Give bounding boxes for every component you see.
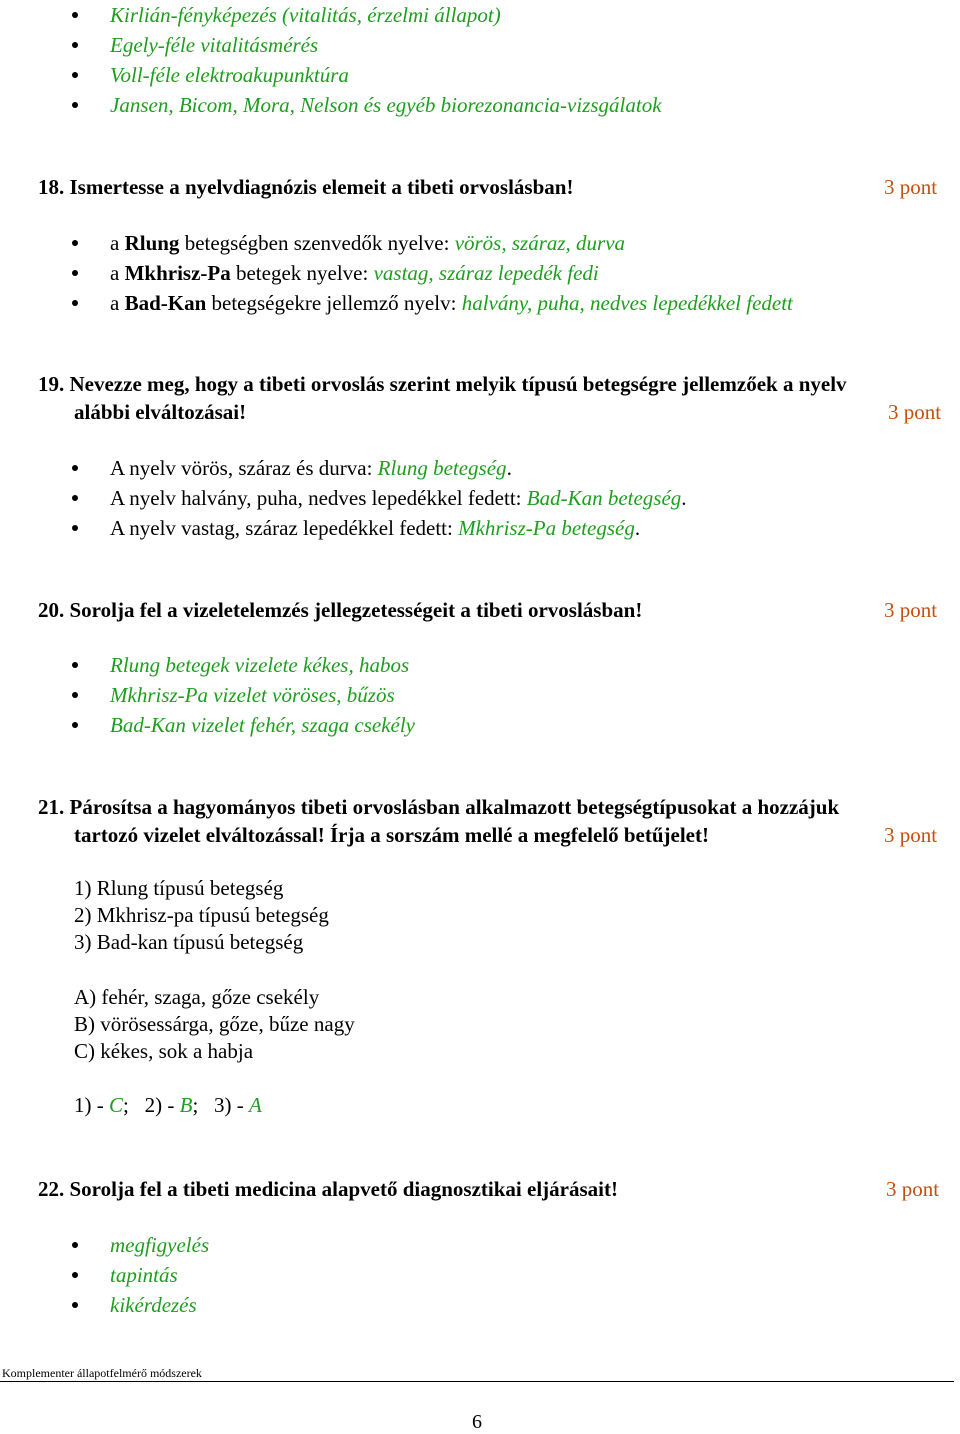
list-item: B) vörösessárga, gőze, bűze nagy (74, 1012, 355, 1036)
numbered-list (74, 875, 329, 956)
question-19 (38, 369, 847, 399)
answer-text: vörös, száraz, durva (454, 231, 626, 255)
answer-text: Bad-Kan vizelet fehér, szaga csekély (110, 713, 415, 737)
bullet-icon (72, 240, 78, 246)
question-text: Ismertesse a nyelvdiagnózis elemeit a tibeti orvoslásban! (69, 175, 574, 199)
footer-text: Komplementer állapotfelmérő módszerek (2, 1366, 202, 1380)
points-label: 3 pont (884, 175, 938, 199)
list-item (0, 0, 960, 30)
question-19-line2: alábbi elváltozásai! (74, 400, 247, 424)
answer-text: Rlung betegek vizelete kékes, habos (110, 653, 410, 677)
question-number: 21. (38, 795, 65, 819)
question-21-line2: tartozó vizelet elváltozással! Írja a sorszám mellé a megfelelő betűjelet! (74, 823, 709, 847)
question-21 (38, 792, 839, 822)
list-item (0, 680, 960, 710)
list-item: a Rlung betegségben szenvedők nyelve: vörös, száraz, durva (0, 228, 960, 258)
answer-text: tapintás (110, 1263, 178, 1287)
list-item-text: Kirlián-fényképezés (vitalitás, érzelmi állapot) (110, 3, 501, 27)
list-item: A nyelv halvány, puha, nedves lepedékkel fedett: Bad-Kan betegség. (0, 483, 960, 513)
list-item: A nyelv vörös, száraz és durva: Rlung betegség. (0, 453, 960, 483)
list-item (0, 1290, 960, 1320)
question-20 (38, 595, 642, 625)
page-number: 6 (472, 1411, 482, 1433)
q22-answer-list (0, 1230, 960, 1320)
bullet-icon (72, 1302, 78, 1308)
list-item: C) kékes, sok a habja (74, 1039, 254, 1063)
question-number: 19. (38, 372, 65, 396)
lettered-list (74, 984, 355, 1065)
list-item: A nyelv vastag, száraz lepedékkel fedett: Mkhrisz-Pa betegség. (0, 513, 960, 543)
answer-text: Mkhrisz-Pa betegség (458, 516, 635, 540)
bullet-icon (72, 495, 78, 501)
top-bullet-list (0, 0, 960, 120)
matching-answer: 1) - C; 2) - B; 3) - A (74, 1093, 262, 1117)
bullet-icon (72, 270, 78, 276)
question-number: 20. (38, 598, 65, 622)
footer-divider (0, 1381, 954, 1382)
q18-answer-list (0, 228, 960, 318)
points-label: 3 pont (888, 400, 942, 424)
question-text: Sorolja fel a tibeti medicina alapvető diagnosztikai eljárásait! (69, 1177, 618, 1201)
list-item: 2) Mkhrisz-pa típusú betegség (74, 903, 329, 927)
answer-text: B (179, 1093, 193, 1117)
bullet-icon (72, 12, 78, 18)
term: Rlung (124, 231, 180, 255)
points-label: 3 pont (884, 598, 938, 622)
bullet-icon (72, 1242, 78, 1248)
question-18 (38, 172, 573, 202)
question-22 (38, 1174, 618, 1204)
list-item: A) fehér, szaga, gőze csekély (74, 985, 320, 1009)
bullet-icon (72, 102, 78, 108)
bullet-icon (72, 662, 78, 668)
bullet-icon (72, 465, 78, 471)
answer-text: Bad-Kan betegség (526, 486, 682, 510)
list-item: a Mkhrisz-Pa betegek nyelve: vastag, száraz lepedék fedi (0, 258, 960, 288)
answer-text: A (249, 1093, 262, 1117)
list-item (0, 650, 960, 680)
bullet-icon (72, 692, 78, 698)
term: Mkhrisz-Pa (124, 261, 231, 285)
list-item: 1) Rlung típusú betegség (74, 876, 284, 900)
answer-text: C (109, 1093, 124, 1117)
bullet-icon (72, 42, 78, 48)
bullet-icon (72, 300, 78, 306)
list-item (0, 90, 960, 120)
answer-text: kikérdezés (110, 1293, 197, 1317)
question-text: Nevezze meg, hogy a tibeti orvoslás szerint melyik típusú betegségre jellemzőek a nyelv (69, 372, 847, 396)
points-label: 3 pont (884, 823, 938, 847)
q20-answer-list (0, 650, 960, 740)
list-item (0, 60, 960, 90)
list-item: 3) Bad-kan típusú betegség (74, 930, 304, 954)
answer-text: Mkhrisz-Pa vizelet vöröses, bűzös (110, 683, 395, 707)
list-item (0, 1230, 960, 1260)
bullet-icon (72, 1272, 78, 1278)
bullet-icon (72, 722, 78, 728)
list-item: a Bad-Kan betegségekre jellemző nyelv: halvány, puha, nedves lepedékkel fedett (0, 288, 960, 318)
q19-answer-list (0, 453, 960, 543)
question-number: 22. (38, 1177, 65, 1201)
question-text: Sorolja fel a vizeletelemzés jellegzetességeit a tibeti orvoslásban! (69, 598, 643, 622)
answer-text: vastag, száraz lepedék fedi (373, 261, 599, 285)
term: Bad-Kan (124, 291, 207, 315)
bullet-icon (72, 525, 78, 531)
list-item-text: Egely-féle vitalitásmérés (110, 33, 319, 57)
list-item (0, 30, 960, 60)
bullet-icon (72, 72, 78, 78)
answer-text: halvány, puha, nedves lepedékkel fedett (461, 291, 793, 315)
list-item-text: Voll-féle elektroakupunktúra (110, 63, 349, 87)
answer-text: Rlung betegség (377, 456, 507, 480)
answer-text: megfigyelés (110, 1233, 210, 1257)
question-number: 18. (38, 175, 65, 199)
list-item (0, 710, 960, 740)
list-item-text: Jansen, Bicom, Mora, Nelson és egyéb biorezonancia-vizsgálatok (110, 93, 662, 117)
list-item (0, 1260, 960, 1290)
question-text: Párosítsa a hagyományos tibeti orvoslásban alkalmazott betegségtípusokat a hozzájuk (69, 795, 840, 819)
points-label: 3 pont (886, 1177, 940, 1201)
